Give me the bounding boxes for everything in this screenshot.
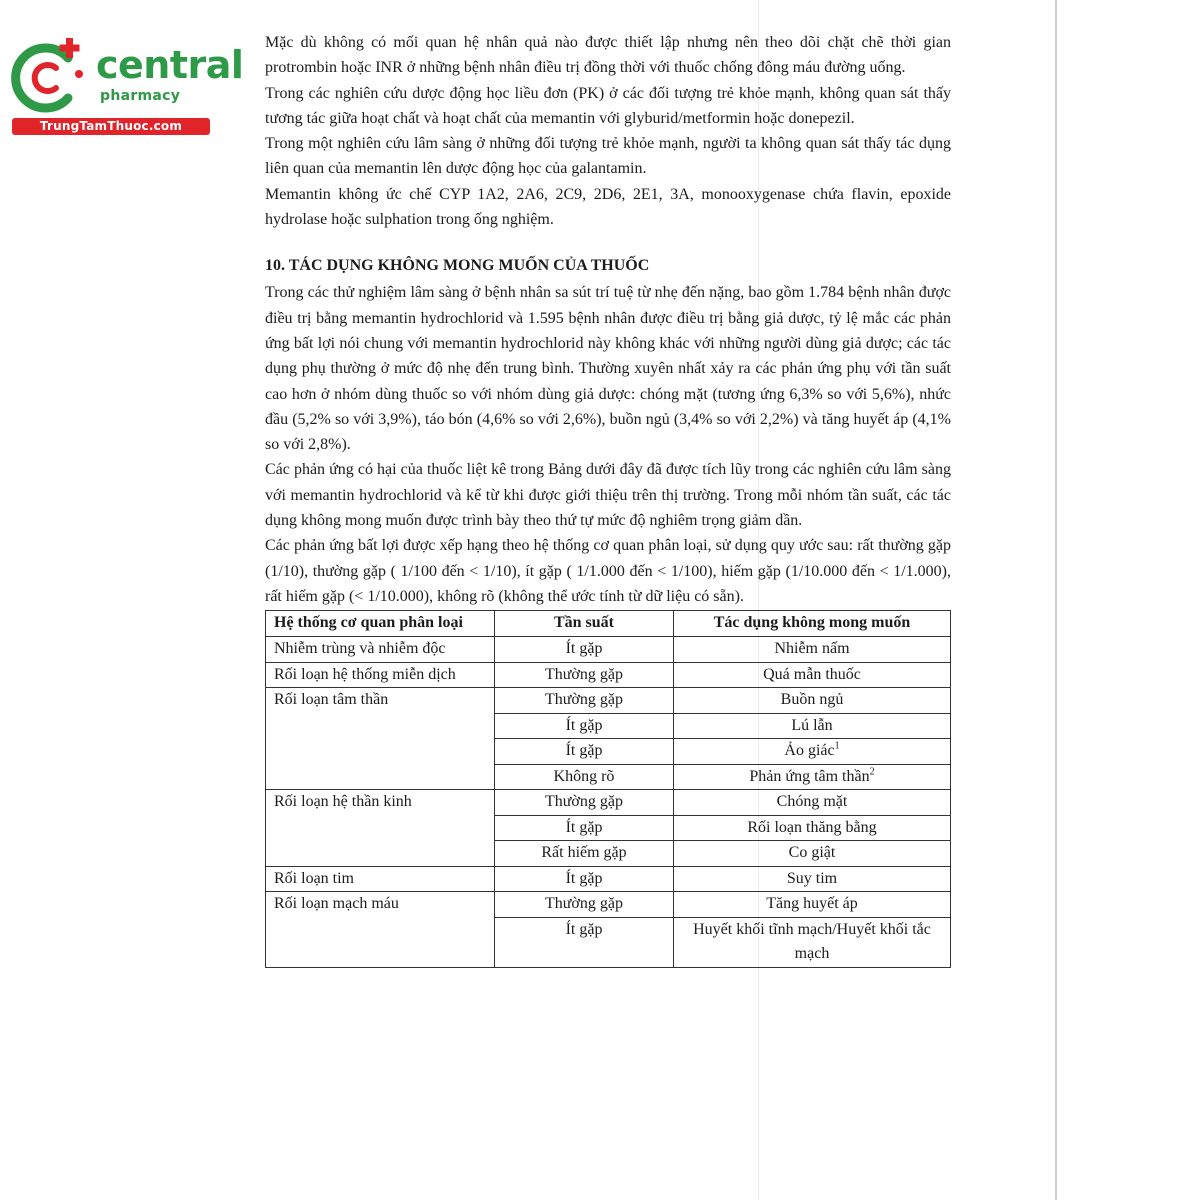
table-header-cell: Tác dụng không mong muốn — [674, 611, 951, 637]
adverse-effect-cell — [674, 637, 951, 663]
logo-subtitle: pharmacy — [100, 88, 181, 104]
paragraph: Trong một nghiên cứu lâm sàng ở những đối tượng trẻ khỏe mạnh, người ta không quan sát thấy tác dụng liên quan của memantin lên dược động học của galantamin. — [265, 135, 951, 178]
adverse-effect-cell — [674, 841, 951, 867]
page-edge-line — [1055, 0, 1057, 1200]
paragraph: Memantin không ức chế CYP 1A2, 2A6, 2C9, 2D6, 2E1, 3A, monooxygenase chứa flavin, epoxide hydrolase hoặc sulphation trong ống nghiệm. — [265, 185, 951, 229]
adverse-effect-cell — [674, 790, 951, 816]
organ-system-cell: Rối loạn tâm thần — [266, 688, 495, 790]
adverse-effect-text: Phản ứng tâm thần — [749, 767, 870, 785]
adverse-effect-text: Nhiễm nấm — [774, 640, 850, 658]
frequency-cell: Ít gặp — [495, 917, 674, 967]
organ-system-cell: Rối loạn mạch máu — [266, 892, 495, 968]
adverse-reactions-table — [265, 610, 951, 968]
organ-system-cell: Rối loạn tim — [266, 866, 495, 892]
frequency-cell: Ít gặp — [495, 713, 674, 739]
adverse-effect-text: Buồn ngủ — [780, 691, 844, 709]
paragraph: Trong các nghiên cứu dược động học liều đơn (PK) ở các đối tượng trẻ khỏe mạnh, không quan sát thấy tương tác giữa hoạt chất và hoạt chất của memantin với glyburid/metformin hoặc donepezil. — [265, 84, 951, 127]
frequency-cell: Ít gặp — [495, 866, 674, 892]
adverse-effect-text: Quá mẫn thuốc — [763, 665, 861, 683]
logo-banner: TrungTamThuoc.com — [12, 118, 210, 135]
adverse-effect-cell — [674, 764, 951, 790]
frequency-cell: Ít gặp — [495, 637, 674, 663]
adverse-effect-cell — [674, 866, 951, 892]
frequency-cell: Ít gặp — [495, 815, 674, 841]
adverse-effect-text: Co giật — [788, 844, 836, 862]
footnote-marker: 2 — [869, 766, 875, 778]
frequency-cell: Thường gặp — [495, 790, 674, 816]
adverse-effect-text: Ảo giác — [784, 742, 835, 760]
table-row — [266, 892, 951, 918]
organ-system-cell: Rối loạn hệ thống miễn dịch — [266, 662, 495, 688]
adverse-effect-text: Huyết khối tĩnh mạch/Huyết khối tắc mạch — [693, 920, 931, 963]
organ-system-cell: Rối loạn hệ thần kinh — [266, 790, 495, 867]
table-header-cell: Tần suất — [495, 611, 674, 637]
frequency-cell: Ít gặp — [495, 739, 674, 765]
paragraph: Trong các thử nghiệm lâm sàng ở bệnh nhân sa sút trí tuệ từ nhẹ đến nặng, bao gồm 1.784 bệnh nhân được điều trị bằng memantin hydrochlorid và 1.595 bệnh nhân được điều trị bằng giả dược, tỷ lệ mắc các phản ứng bất lợi nói chung với memantin hydrochlorid này không khác với những người dùng giả dược; các tác dụng phụ thường ở mức độ nhẹ đến trung bình. Thường xuyên nhất xảy ra các phản ứng phụ với tần suất cao hơn ở nhóm dùng thuốc so với nhóm dùng giả dược: chóng mặt (tương ứng 6,3% so với 5,6%), nhức đầu (5,2% so với 3,9%), táo bón (4,6% so với 2,6%), buồn ngủ (3,4% so với 2,2%) và tăng huyết áp (4,1% so với 2,8%). — [265, 284, 951, 454]
document-body — [265, 30, 951, 968]
frequency-cell: Thường gặp — [495, 688, 674, 714]
table-row — [266, 866, 951, 892]
table-row — [266, 688, 951, 714]
adverse-effect-text: Rối loạn thăng bằng — [747, 818, 877, 836]
organ-system-cell: Nhiễm trùng và nhiễm độc — [266, 637, 495, 663]
section-heading: 10. TÁC DỤNG KHÔNG MONG MUỐN CỦA THUỐC — [265, 257, 650, 275]
frequency-cell: Thường gặp — [495, 892, 674, 918]
paragraph: Các phản ứng có hại của thuốc liệt kê trong Bảng dưới đây đã được tích lũy trong các nghiên cứu lâm sàng với memantin hydrochlorid và kể từ khi được giới thiệu trên thị trường. Trong mỗi nhóm tần suất, các tác dụng không mong muốn được trình bày theo thứ tự mức độ nghiêm trọng giảm dần. — [265, 461, 951, 530]
central-pharmacy-logo — [10, 38, 244, 138]
adverse-effect-cell — [674, 739, 951, 765]
adverse-effect-cell — [674, 688, 951, 714]
adverse-effect-text: Chóng mặt — [776, 793, 848, 811]
footnote-marker: 1 — [834, 740, 840, 752]
table-row — [266, 637, 951, 663]
frequency-cell: Thường gặp — [495, 662, 674, 688]
adverse-effect-cell — [674, 917, 951, 967]
adverse-effect-text: Tăng huyết áp — [766, 895, 858, 913]
adverse-effect-cell — [674, 892, 951, 918]
paragraph: Mặc dù không có mối quan hệ nhân quả nào được thiết lập nhưng nên theo dõi chặt chẽ thời gian protrombin hoặc INR ở những bệnh nhân điều trị đồng thời với thuốc chống đông máu đường uống. — [265, 34, 951, 77]
frequency-cell: Không rõ — [495, 764, 674, 790]
table-row — [266, 790, 951, 816]
table-header-cell: Hệ thống cơ quan phân loại — [266, 611, 495, 637]
adverse-effect-text: Lú lẫn — [791, 716, 833, 734]
table-body — [266, 637, 951, 968]
table-header-row — [266, 611, 951, 637]
paragraph: Các phản ứng bất lợi được xếp hạng theo hệ thống cơ quan phân loại, sử dụng quy ước sau: rất thường gặp (1/10), thường gặp ( 1/100 đến < 1/10), ít gặp ( 1/1.000 đến < 1/100), hiếm gặp (1/10.000 đến < 1/1.000), rất hiếm gặp (< 1/10.000), không rõ (không thể ước tính từ dữ liệu có sẵn). — [265, 537, 951, 605]
logo-mark-icon — [10, 38, 94, 118]
adverse-effect-text: Suy tim — [786, 869, 838, 887]
adverse-effect-cell — [674, 815, 951, 841]
adverse-effect-cell — [674, 662, 951, 688]
frequency-cell: Rất hiếm gặp — [495, 841, 674, 867]
table-row — [266, 662, 951, 688]
adverse-effect-cell — [674, 713, 951, 739]
logo-wordmark: central — [96, 43, 244, 87]
